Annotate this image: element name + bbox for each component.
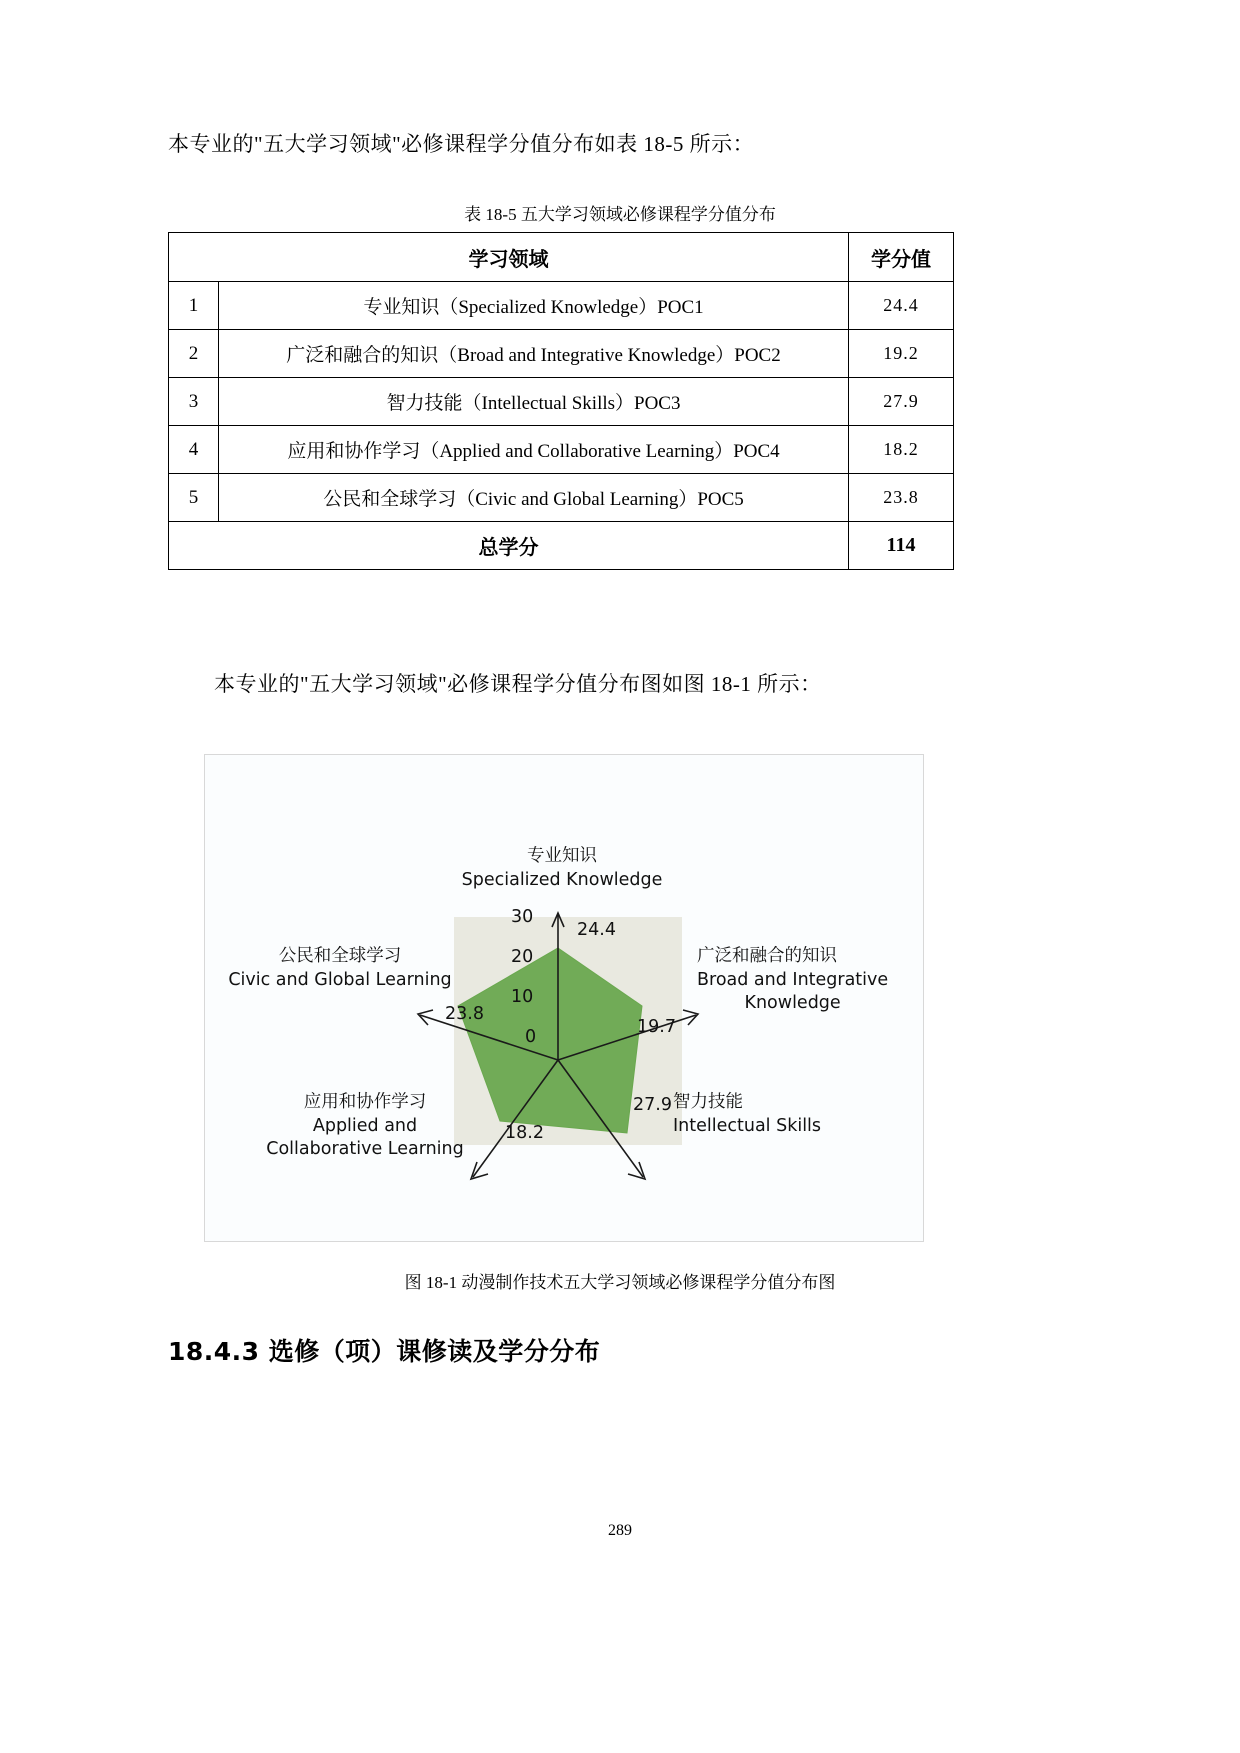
value-label-applied-collaborative: 18.2 <box>505 1123 544 1143</box>
category-label-broad-integrative <box>697 945 888 1016</box>
section-heading: 18.4.3 选修（项）课修读及学分分布 <box>168 1337 601 1366</box>
credit-distribution-table <box>168 232 954 570</box>
table-row <box>169 330 954 378</box>
category-label-cn: 广泛和融合的知识 <box>697 946 837 966</box>
category-label-en2: Collaborative Learning <box>266 1139 464 1160</box>
figure-caption: 图 18-1 动漫制作技术五大学习领域必修课程学分值分布图 <box>404 1273 836 1292</box>
table-row <box>169 282 954 330</box>
axis-tick-0: 0 <box>525 1027 537 1047</box>
row-credit: 23.8 <box>849 474 954 522</box>
row-credit: 27.9 <box>849 378 954 426</box>
category-label-intellectual-skills <box>673 1091 821 1138</box>
table-row <box>169 474 954 522</box>
table-row <box>169 378 954 426</box>
table-header-row <box>169 233 954 282</box>
total-label: 总学分 <box>169 522 849 570</box>
category-label-en: Broad and Integrative <box>697 969 889 990</box>
value-label-civic-global: 23.8 <box>445 1004 484 1024</box>
category-label-cn: 公民和全球学习 <box>278 946 402 966</box>
value-label-broad-integrative: 19.7 <box>637 1017 676 1037</box>
row-credit: 24.4 <box>849 282 954 330</box>
axis-tick-20: 20 <box>511 947 534 967</box>
category-label-en: Specialized Knowledge <box>461 869 663 890</box>
axis-tick-10: 10 <box>511 987 534 1007</box>
row-area: 应用和协作学习（Applied and Collaborative Learning）POC4 <box>219 426 849 474</box>
category-label-cn: 专业知识 <box>527 846 597 866</box>
row-index: 1 <box>169 282 219 330</box>
row-index: 2 <box>169 330 219 378</box>
category-label-specialized-knowledge <box>458 845 666 892</box>
table-header-area: 学习领域 <box>169 233 849 282</box>
category-label-en: Civic and Global Learning <box>228 969 452 990</box>
page-number: 289 <box>608 1522 632 1539</box>
row-area: 广泛和融合的知识（Broad and Integrative Knowledge）POC2 <box>219 330 849 378</box>
row-credit: 19.2 <box>849 330 954 378</box>
intro-paragraph-1: 本专业的"五大学习领域"必修课程学分值分布如表 18-5 所示： <box>168 132 755 156</box>
row-index: 4 <box>169 426 219 474</box>
total-value: 114 <box>849 522 954 570</box>
row-area: 专业知识（Specialized Knowledge）POC1 <box>219 282 849 330</box>
table-row <box>169 426 954 474</box>
category-label-applied-collaborative <box>265 1091 465 1162</box>
row-area: 公民和全球学习（Civic and Global Learning）POC5 <box>219 474 849 522</box>
row-index: 5 <box>169 474 219 522</box>
row-index: 3 <box>169 378 219 426</box>
axis-tick-30: 30 <box>511 907 534 927</box>
value-label-intellectual-skills: 27.9 <box>633 1095 672 1115</box>
category-label-en: Intellectual Skills <box>673 1115 822 1136</box>
category-label-en2: Knowledge <box>744 993 841 1014</box>
intro-paragraph-2: 本专业的"五大学习领域"必修课程学分值分布图如图 18-1 所示： <box>214 672 822 696</box>
table-header-credit: 学分值 <box>849 233 954 282</box>
category-label-cn: 智力技能 <box>673 1092 743 1112</box>
table-caption: 表 18-5 五大学习领域必修课程学分值分布 <box>464 205 776 224</box>
value-label-specialized-knowledge: 24.4 <box>577 920 616 940</box>
category-label-en: Applied and <box>312 1115 418 1136</box>
category-label-cn: 应用和协作学习 <box>303 1092 427 1112</box>
row-area: 智力技能（Intellectual Skills）POC3 <box>219 378 849 426</box>
radar-chart-figure <box>204 754 924 1242</box>
category-label-civic-global <box>215 945 465 992</box>
row-credit: 18.2 <box>849 426 954 474</box>
table-total-row <box>169 522 954 570</box>
